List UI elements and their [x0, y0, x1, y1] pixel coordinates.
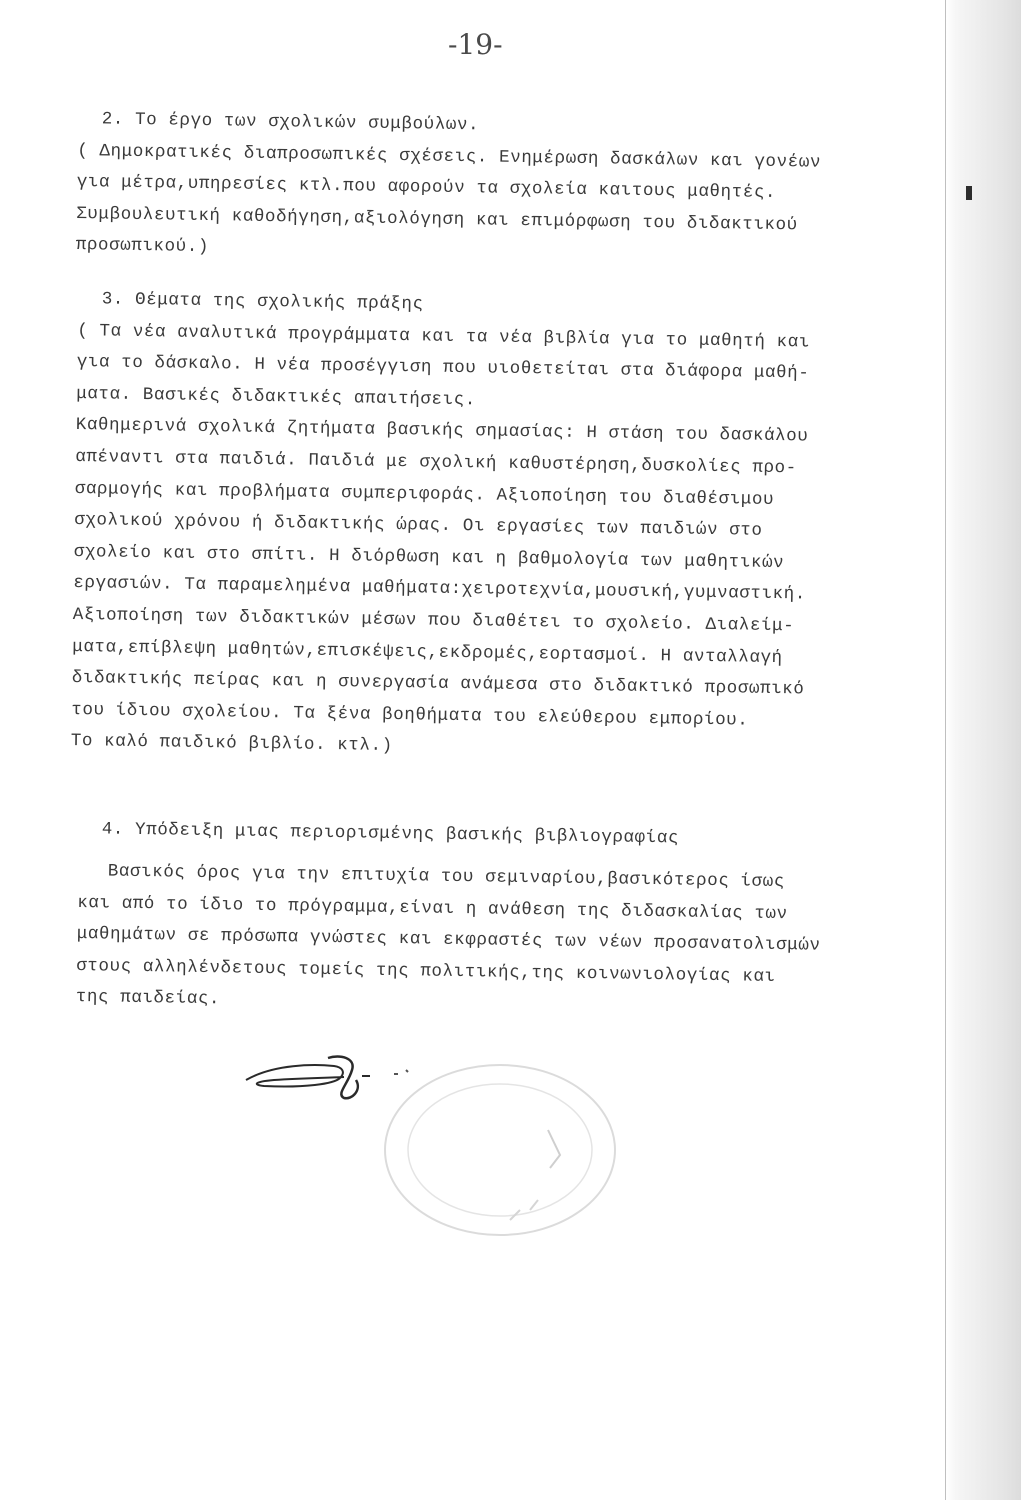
- section-3-line: σχολείο και στο σπίτι. Η διόρθωση και η βαθμολογία των μαθητικών: [73, 541, 785, 573]
- closing-line: Βασικός όρος για την επιτυχία του σεμιναρίου,βασικότερος ίσως: [107, 861, 786, 893]
- section-3-line: ( Τα νέα αναλυτικά προγράμματα και τα νέα βιβλία για το μαθητή και: [77, 320, 811, 353]
- closing-line: στους αλληλένδετους τομείς της πολιτικής,της κοινωνιολογίας και: [76, 955, 776, 987]
- closing-line: μαθημάτων σε πρόσωπα γνώστες και εκφραστές των νέων προσανατολισμών: [76, 924, 821, 956]
- section-3-line: ματα,επίβλεψη μαθητών,επισκέψεις,εκδρομές,εορτασμοί. Η ανταλλαγή: [72, 636, 783, 668]
- binding-mark: [966, 186, 972, 200]
- section-3-line: Αξιοποίηση των διδακτικών μέσων που διαθέτει το σχολείο. Διαλείμ-: [72, 604, 795, 637]
- section-2-heading: 2. Το έργο των σχολικών συμβούλων.: [101, 109, 480, 136]
- closing-line: της παιδείας.: [75, 987, 221, 1010]
- section-3-heading: 3. Θέματα της σχολικής πράξης: [101, 289, 424, 315]
- section-2-line: για μέτρα,υπηρεσίες κτλ.που αφορούν τα σχολεία καιτους μαθητές.: [76, 172, 777, 204]
- section-3-line: για το δάσκαλο. Η νέα προσέγγιση που υιοθετείται στα διάφορα μαθή-: [76, 352, 810, 384]
- stamp-icon: [360, 1060, 630, 1260]
- section-3: [71, 284, 908, 771]
- section-4-heading: 4. Υπόδειξη μιας περιορισμένης βασικής βιβλιογραφίας: [101, 819, 680, 849]
- section-3-line: Καθημερινά σχολικά ζητήματα βασικής σημασίας: Η στάση του δασκάλου: [75, 415, 809, 447]
- page-edge: [945, 0, 1021, 1500]
- section-2: [76, 104, 908, 275]
- section-3-line: του ίδιου σχολείου. Τα ξένα βοηθήματα του ελεύθερου εμπορίου.: [71, 699, 749, 731]
- closing-paragraph: [76, 856, 908, 1027]
- section-4: [78, 814, 908, 859]
- section-2-line: ( Δημοκρατικές διαπροσωπικές σχέσεις. Ενημέρωση δασκάλων και γονέων: [77, 140, 822, 173]
- section-3-line: σχολικού χρόνου ή διδακτικής ώρας. Οι εργασίες των παιδιών στο: [74, 510, 763, 541]
- section-3-line: ματα. Βασικές διδακτικές απαιτήσεις.: [76, 383, 477, 411]
- section-2-line: Συμβουλευτική καθοδήγηση,αξιολόγηση και επιμόρφωση του διδακτικού: [76, 203, 798, 236]
- closing-line: και από το ίδιο το πρόγραμμα,είναι η ανάθεση της διδασκαλίας των: [77, 892, 788, 924]
- page-number: -19-: [448, 28, 503, 61]
- section-3-line: εργασιών. Τα παραμελημένα μαθήματα:χειροτεχνία,μουσική,γυμναστική.: [73, 573, 807, 605]
- section-3-line: Το καλό παιδικό βιβλίο. κτλ.): [70, 731, 393, 757]
- section-3-line: απέναντι στα παιδιά. Παιδιά με σχολική καθυστέρηση,δυσκολίες προ-: [75, 446, 797, 479]
- section-3-line: διδακτικής πείρας και η συνεργασία ανάμεσα στο διδακτικό προσωπικό: [71, 668, 805, 700]
- section-3-line: σαρμογής και προβλήματα συμπεριφοράς. Αξιοποίηση του διαθέσιμου: [74, 478, 775, 510]
- section-2-line: προσωπικού.): [75, 235, 210, 258]
